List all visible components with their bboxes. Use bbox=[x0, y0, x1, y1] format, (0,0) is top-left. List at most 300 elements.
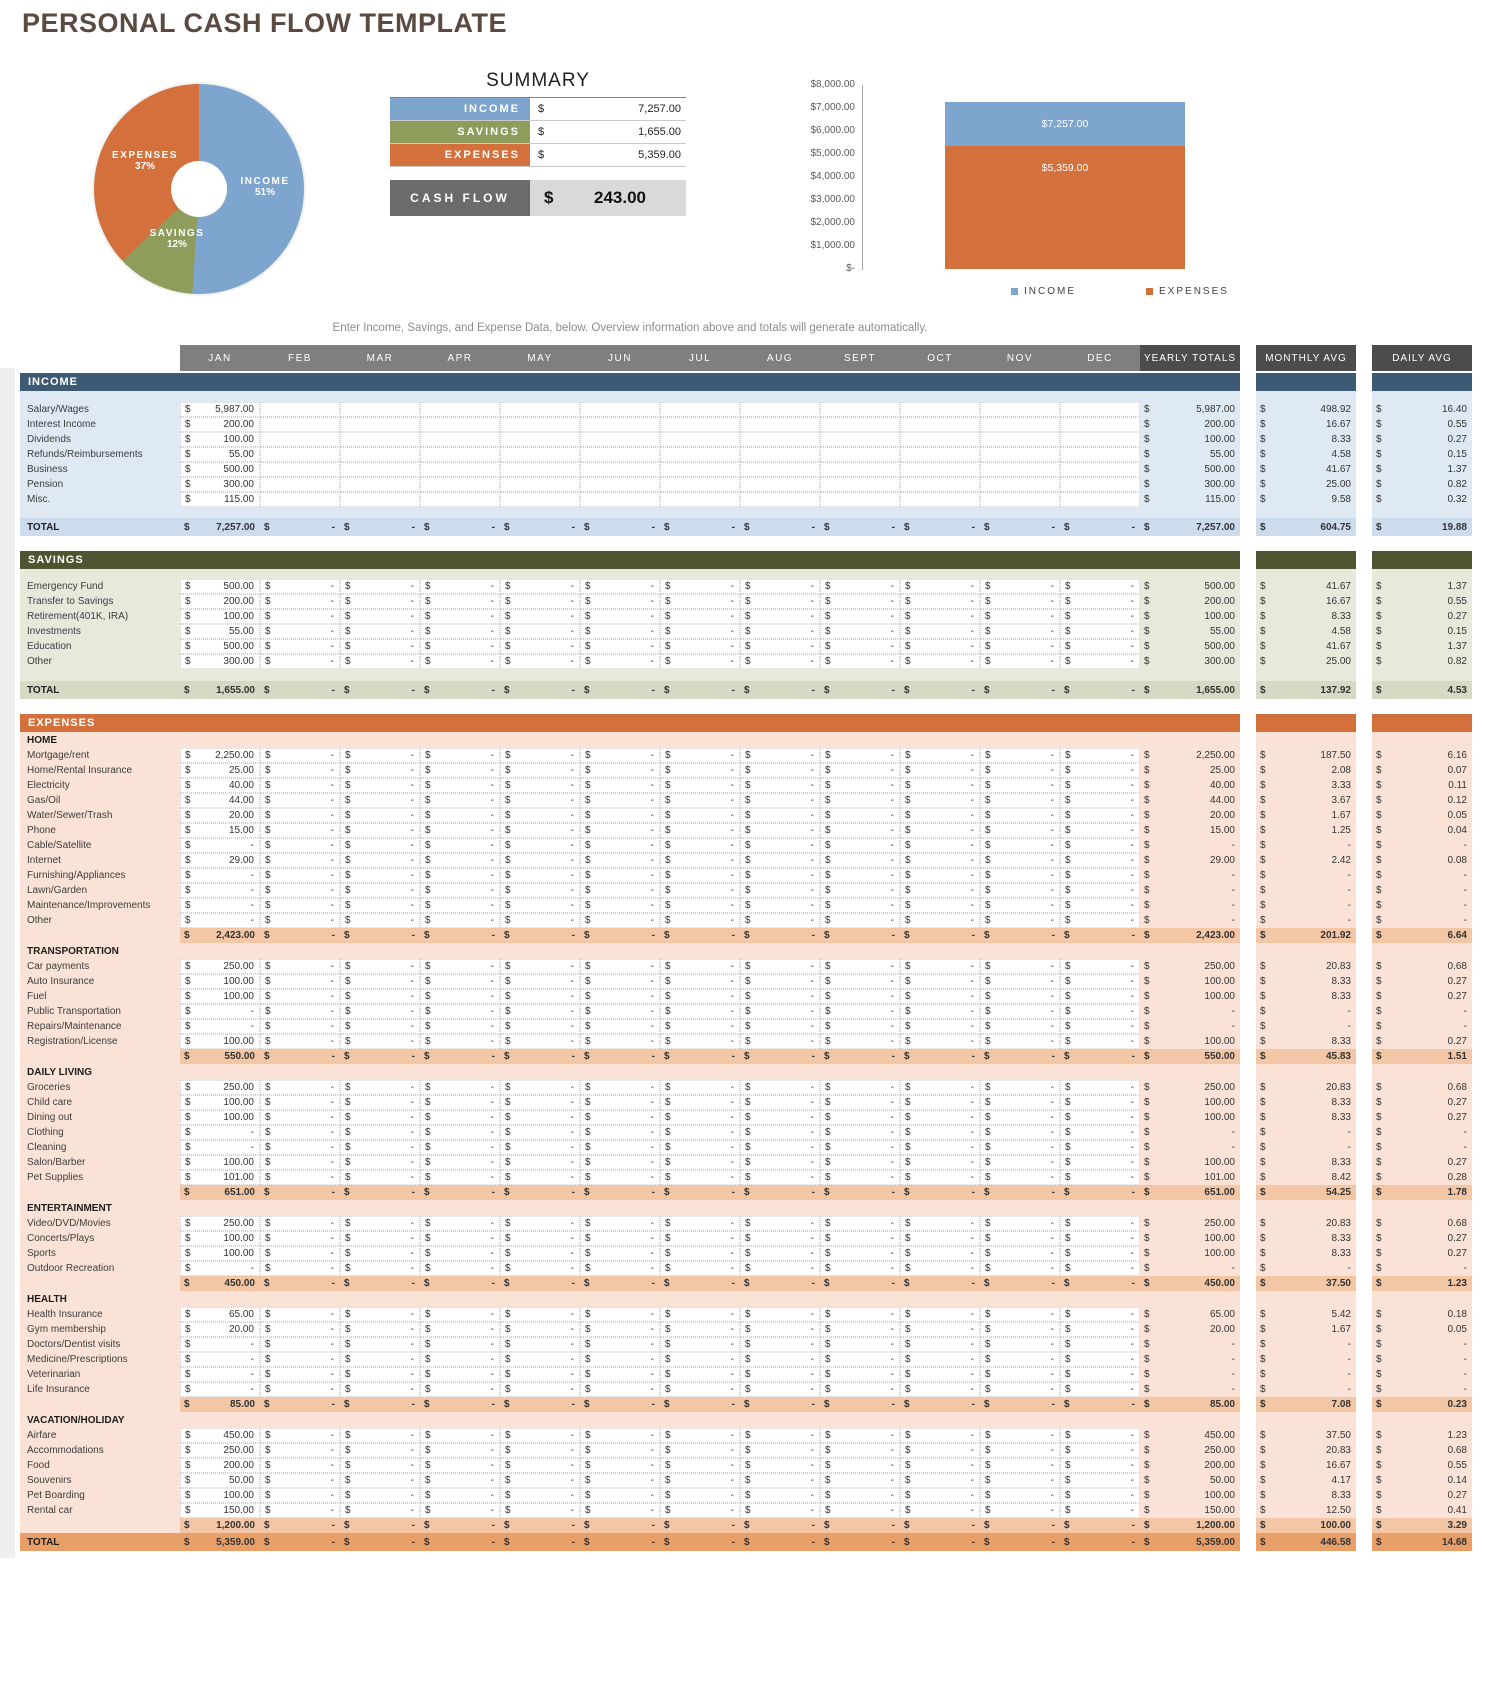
month-cell[interactable] bbox=[180, 1095, 260, 1110]
month-cell[interactable] bbox=[900, 492, 980, 507]
month-cell[interactable] bbox=[1060, 1231, 1140, 1246]
row-label[interactable]: Pension bbox=[20, 477, 180, 492]
month-cell[interactable] bbox=[660, 492, 740, 507]
row-label[interactable]: Mortgage/rent bbox=[20, 748, 180, 763]
month-cell[interactable] bbox=[340, 959, 420, 974]
month-cell[interactable] bbox=[180, 1337, 260, 1352]
month-cell[interactable] bbox=[820, 989, 900, 1004]
month-cell[interactable] bbox=[900, 748, 980, 763]
month-cell[interactable] bbox=[260, 793, 340, 808]
month-cell[interactable] bbox=[180, 838, 260, 853]
month-cell[interactable] bbox=[420, 1216, 500, 1231]
month-cell[interactable] bbox=[980, 1140, 1060, 1155]
month-cell[interactable] bbox=[900, 1170, 980, 1185]
row-label[interactable]: Salon/Barber bbox=[20, 1155, 180, 1170]
month-cell[interactable] bbox=[900, 793, 980, 808]
month-cell[interactable] bbox=[180, 853, 260, 868]
month-cell[interactable] bbox=[500, 594, 580, 609]
month-cell[interactable] bbox=[340, 1034, 420, 1049]
month-cell[interactable] bbox=[900, 1322, 980, 1337]
month-cell[interactable] bbox=[500, 654, 580, 669]
month-cell[interactable] bbox=[660, 639, 740, 654]
month-cell[interactable] bbox=[740, 898, 820, 913]
month-cell[interactable] bbox=[500, 447, 580, 462]
month-cell[interactable] bbox=[420, 417, 500, 432]
month-cell[interactable] bbox=[260, 898, 340, 913]
month-cell[interactable] bbox=[340, 1140, 420, 1155]
month-cell[interactable] bbox=[260, 1428, 340, 1443]
month-cell[interactable] bbox=[660, 402, 740, 417]
month-cell[interactable] bbox=[180, 1034, 260, 1049]
month-cell[interactable] bbox=[660, 1428, 740, 1443]
month-cell[interactable] bbox=[1060, 1155, 1140, 1170]
month-cell[interactable] bbox=[260, 492, 340, 507]
month-cell[interactable] bbox=[980, 989, 1060, 1004]
month-cell[interactable] bbox=[900, 432, 980, 447]
month-cell[interactable] bbox=[820, 1337, 900, 1352]
month-cell[interactable] bbox=[580, 1261, 660, 1276]
month-cell[interactable] bbox=[1060, 402, 1140, 417]
month-cell[interactable] bbox=[260, 913, 340, 928]
month-cell[interactable] bbox=[580, 1473, 660, 1488]
month-cell[interactable] bbox=[1060, 1307, 1140, 1322]
row-label[interactable]: Veterinarian bbox=[20, 1367, 180, 1382]
month-cell[interactable] bbox=[420, 853, 500, 868]
row-label[interactable]: Video/DVD/Movies bbox=[20, 1216, 180, 1231]
month-cell[interactable] bbox=[420, 913, 500, 928]
month-cell[interactable] bbox=[820, 1428, 900, 1443]
month-cell[interactable] bbox=[900, 1503, 980, 1518]
month-cell[interactable] bbox=[260, 654, 340, 669]
month-cell[interactable] bbox=[500, 402, 580, 417]
month-cell[interactable] bbox=[500, 1095, 580, 1110]
row-label[interactable]: Misc. bbox=[20, 492, 180, 507]
month-cell[interactable] bbox=[180, 913, 260, 928]
month-cell[interactable] bbox=[340, 1246, 420, 1261]
month-cell[interactable] bbox=[580, 639, 660, 654]
month-cell[interactable] bbox=[420, 432, 500, 447]
month-cell[interactable] bbox=[980, 1155, 1060, 1170]
month-cell[interactable] bbox=[340, 823, 420, 838]
month-cell[interactable] bbox=[420, 1322, 500, 1337]
month-cell[interactable] bbox=[980, 1125, 1060, 1140]
row-label[interactable]: Airfare bbox=[20, 1428, 180, 1443]
month-cell[interactable] bbox=[740, 748, 820, 763]
month-cell[interactable] bbox=[420, 639, 500, 654]
month-cell[interactable] bbox=[420, 1095, 500, 1110]
row-label[interactable]: Business bbox=[20, 462, 180, 477]
month-cell[interactable] bbox=[900, 447, 980, 462]
month-cell[interactable] bbox=[660, 763, 740, 778]
month-cell[interactable] bbox=[180, 1322, 260, 1337]
month-cell[interactable] bbox=[660, 778, 740, 793]
month-cell[interactable] bbox=[420, 609, 500, 624]
month-cell[interactable] bbox=[740, 763, 820, 778]
month-cell[interactable] bbox=[500, 989, 580, 1004]
month-cell[interactable] bbox=[1060, 1382, 1140, 1397]
month-cell[interactable] bbox=[180, 462, 260, 477]
month-cell[interactable] bbox=[740, 402, 820, 417]
month-cell[interactable] bbox=[980, 1170, 1060, 1185]
month-cell[interactable] bbox=[820, 1125, 900, 1140]
month-cell[interactable] bbox=[1060, 1080, 1140, 1095]
month-cell[interactable] bbox=[420, 624, 500, 639]
row-label[interactable]: Internet bbox=[20, 853, 180, 868]
month-cell[interactable] bbox=[1060, 913, 1140, 928]
month-cell[interactable] bbox=[420, 1428, 500, 1443]
month-cell[interactable] bbox=[1060, 778, 1140, 793]
month-cell[interactable] bbox=[580, 1004, 660, 1019]
month-cell[interactable] bbox=[1060, 1443, 1140, 1458]
month-cell[interactable] bbox=[420, 1155, 500, 1170]
month-cell[interactable] bbox=[580, 1125, 660, 1140]
month-cell[interactable] bbox=[1060, 748, 1140, 763]
month-cell[interactable] bbox=[820, 609, 900, 624]
month-cell[interactable] bbox=[580, 913, 660, 928]
month-cell[interactable] bbox=[500, 1428, 580, 1443]
month-cell[interactable] bbox=[580, 1307, 660, 1322]
month-cell[interactable] bbox=[580, 654, 660, 669]
month-cell[interactable] bbox=[180, 639, 260, 654]
month-cell[interactable] bbox=[660, 432, 740, 447]
month-cell[interactable] bbox=[660, 1095, 740, 1110]
month-cell[interactable] bbox=[260, 1488, 340, 1503]
month-cell[interactable] bbox=[820, 1216, 900, 1231]
month-cell[interactable] bbox=[980, 823, 1060, 838]
month-cell[interactable] bbox=[260, 1019, 340, 1034]
month-cell[interactable] bbox=[1060, 793, 1140, 808]
month-cell[interactable] bbox=[580, 823, 660, 838]
row-label[interactable]: Car payments bbox=[20, 959, 180, 974]
month-cell[interactable] bbox=[420, 959, 500, 974]
month-cell[interactable] bbox=[340, 594, 420, 609]
month-cell[interactable] bbox=[660, 1140, 740, 1155]
month-cell[interactable] bbox=[980, 1231, 1060, 1246]
month-cell[interactable] bbox=[740, 1170, 820, 1185]
month-cell[interactable] bbox=[500, 898, 580, 913]
month-cell[interactable] bbox=[260, 1322, 340, 1337]
month-cell[interactable] bbox=[580, 492, 660, 507]
month-cell[interactable] bbox=[500, 1337, 580, 1352]
month-cell[interactable] bbox=[980, 1004, 1060, 1019]
month-cell[interactable] bbox=[420, 1110, 500, 1125]
month-cell[interactable] bbox=[260, 477, 340, 492]
month-cell[interactable] bbox=[660, 1155, 740, 1170]
row-label[interactable]: Home/Rental Insurance bbox=[20, 763, 180, 778]
month-cell[interactable] bbox=[340, 654, 420, 669]
month-cell[interactable] bbox=[500, 1261, 580, 1276]
month-cell[interactable] bbox=[420, 883, 500, 898]
month-cell[interactable] bbox=[660, 594, 740, 609]
month-cell[interactable] bbox=[660, 1443, 740, 1458]
month-cell[interactable] bbox=[420, 823, 500, 838]
month-cell[interactable] bbox=[660, 1231, 740, 1246]
month-cell[interactable] bbox=[180, 1352, 260, 1367]
row-label[interactable]: Doctors/Dentist visits bbox=[20, 1337, 180, 1352]
month-cell[interactable] bbox=[900, 853, 980, 868]
month-cell[interactable] bbox=[260, 1367, 340, 1382]
month-cell[interactable] bbox=[180, 579, 260, 594]
month-cell[interactable] bbox=[500, 1170, 580, 1185]
month-cell[interactable] bbox=[980, 1261, 1060, 1276]
month-cell[interactable] bbox=[580, 1216, 660, 1231]
month-cell[interactable] bbox=[660, 989, 740, 1004]
month-cell[interactable] bbox=[820, 1110, 900, 1125]
month-cell[interactable] bbox=[820, 639, 900, 654]
month-cell[interactable] bbox=[820, 1170, 900, 1185]
month-cell[interactable] bbox=[820, 477, 900, 492]
month-cell[interactable] bbox=[580, 1488, 660, 1503]
month-cell[interactable] bbox=[580, 624, 660, 639]
month-cell[interactable] bbox=[180, 1443, 260, 1458]
month-cell[interactable] bbox=[740, 1125, 820, 1140]
month-cell[interactable] bbox=[420, 989, 500, 1004]
month-cell[interactable] bbox=[660, 1307, 740, 1322]
month-cell[interactable] bbox=[260, 868, 340, 883]
month-cell[interactable] bbox=[580, 808, 660, 823]
month-cell[interactable] bbox=[500, 1231, 580, 1246]
month-cell[interactable] bbox=[580, 898, 660, 913]
month-cell[interactable] bbox=[180, 898, 260, 913]
month-cell[interactable] bbox=[500, 778, 580, 793]
month-cell[interactable] bbox=[900, 639, 980, 654]
month-cell[interactable] bbox=[500, 1352, 580, 1367]
month-cell[interactable] bbox=[580, 579, 660, 594]
month-cell[interactable] bbox=[660, 1019, 740, 1034]
row-label[interactable]: Phone bbox=[20, 823, 180, 838]
month-cell[interactable] bbox=[980, 624, 1060, 639]
month-cell[interactable] bbox=[340, 1216, 420, 1231]
row-label[interactable]: Gas/Oil bbox=[20, 793, 180, 808]
month-cell[interactable] bbox=[420, 492, 500, 507]
month-cell[interactable] bbox=[900, 1019, 980, 1034]
month-cell[interactable] bbox=[660, 1246, 740, 1261]
month-cell[interactable] bbox=[340, 1458, 420, 1473]
month-cell[interactable] bbox=[420, 1261, 500, 1276]
month-cell[interactable] bbox=[820, 793, 900, 808]
month-cell[interactable] bbox=[580, 1095, 660, 1110]
month-cell[interactable] bbox=[820, 1352, 900, 1367]
month-cell[interactable] bbox=[420, 1503, 500, 1518]
month-cell[interactable] bbox=[660, 974, 740, 989]
month-cell[interactable] bbox=[660, 1004, 740, 1019]
month-cell[interactable] bbox=[180, 1004, 260, 1019]
month-cell[interactable] bbox=[580, 748, 660, 763]
month-cell[interactable] bbox=[340, 1231, 420, 1246]
row-label[interactable]: Groceries bbox=[20, 1080, 180, 1095]
month-cell[interactable] bbox=[980, 1019, 1060, 1034]
month-cell[interactable] bbox=[820, 1261, 900, 1276]
row-label[interactable]: Electricity bbox=[20, 778, 180, 793]
month-cell[interactable] bbox=[1060, 1261, 1140, 1276]
month-cell[interactable] bbox=[500, 959, 580, 974]
month-cell[interactable] bbox=[740, 1382, 820, 1397]
month-cell[interactable] bbox=[1060, 823, 1140, 838]
month-cell[interactable] bbox=[820, 579, 900, 594]
month-cell[interactable] bbox=[340, 898, 420, 913]
month-cell[interactable] bbox=[820, 1473, 900, 1488]
month-cell[interactable] bbox=[500, 1488, 580, 1503]
month-cell[interactable] bbox=[820, 853, 900, 868]
month-cell[interactable] bbox=[740, 1231, 820, 1246]
month-cell[interactable] bbox=[900, 1034, 980, 1049]
month-cell[interactable] bbox=[980, 1382, 1060, 1397]
month-cell[interactable] bbox=[260, 609, 340, 624]
month-cell[interactable] bbox=[980, 898, 1060, 913]
month-cell[interactable] bbox=[180, 1428, 260, 1443]
month-cell[interactable] bbox=[580, 974, 660, 989]
row-label[interactable]: Sports bbox=[20, 1246, 180, 1261]
month-cell[interactable] bbox=[1060, 1140, 1140, 1155]
month-cell[interactable] bbox=[340, 1322, 420, 1337]
month-cell[interactable] bbox=[820, 594, 900, 609]
month-cell[interactable] bbox=[980, 1246, 1060, 1261]
month-cell[interactable] bbox=[660, 1488, 740, 1503]
row-label[interactable]: Pet Supplies bbox=[20, 1170, 180, 1185]
month-cell[interactable] bbox=[340, 417, 420, 432]
month-cell[interactable] bbox=[340, 609, 420, 624]
month-cell[interactable] bbox=[820, 823, 900, 838]
month-cell[interactable] bbox=[420, 579, 500, 594]
month-cell[interactable] bbox=[180, 492, 260, 507]
month-cell[interactable] bbox=[260, 1170, 340, 1185]
month-cell[interactable] bbox=[260, 1095, 340, 1110]
month-cell[interactable] bbox=[1060, 853, 1140, 868]
month-cell[interactable] bbox=[740, 1352, 820, 1367]
month-cell[interactable] bbox=[980, 793, 1060, 808]
month-cell[interactable] bbox=[980, 1367, 1060, 1382]
month-cell[interactable] bbox=[500, 579, 580, 594]
month-cell[interactable] bbox=[820, 778, 900, 793]
month-cell[interactable] bbox=[580, 432, 660, 447]
month-cell[interactable] bbox=[900, 1352, 980, 1367]
month-cell[interactable] bbox=[980, 1352, 1060, 1367]
month-cell[interactable] bbox=[420, 974, 500, 989]
month-cell[interactable] bbox=[340, 808, 420, 823]
month-cell[interactable] bbox=[420, 1140, 500, 1155]
month-cell[interactable] bbox=[580, 853, 660, 868]
month-cell[interactable] bbox=[340, 1337, 420, 1352]
month-cell[interactable] bbox=[260, 579, 340, 594]
month-cell[interactable] bbox=[340, 1367, 420, 1382]
month-cell[interactable] bbox=[500, 974, 580, 989]
month-cell[interactable] bbox=[260, 1473, 340, 1488]
month-cell[interactable] bbox=[180, 959, 260, 974]
month-cell[interactable] bbox=[180, 1216, 260, 1231]
month-cell[interactable] bbox=[580, 462, 660, 477]
month-cell[interactable] bbox=[740, 989, 820, 1004]
month-cell[interactable] bbox=[580, 1458, 660, 1473]
month-cell[interactable] bbox=[740, 1322, 820, 1337]
month-cell[interactable] bbox=[420, 1004, 500, 1019]
month-cell[interactable] bbox=[820, 1004, 900, 1019]
month-cell[interactable] bbox=[1060, 1170, 1140, 1185]
month-cell[interactable] bbox=[1060, 1337, 1140, 1352]
month-cell[interactable] bbox=[580, 1428, 660, 1443]
month-cell[interactable] bbox=[1060, 1488, 1140, 1503]
month-cell[interactable] bbox=[1060, 1322, 1140, 1337]
row-label[interactable]: Cleaning bbox=[20, 1140, 180, 1155]
month-cell[interactable] bbox=[260, 447, 340, 462]
row-label[interactable]: Concerts/Plays bbox=[20, 1231, 180, 1246]
month-cell[interactable] bbox=[740, 1307, 820, 1322]
month-cell[interactable] bbox=[260, 1503, 340, 1518]
month-cell[interactable] bbox=[900, 868, 980, 883]
month-cell[interactable] bbox=[980, 1307, 1060, 1322]
month-cell[interactable] bbox=[980, 1503, 1060, 1518]
month-cell[interactable] bbox=[980, 1216, 1060, 1231]
month-cell[interactable] bbox=[340, 1125, 420, 1140]
month-cell[interactable] bbox=[500, 1155, 580, 1170]
row-label[interactable]: Life Insurance bbox=[20, 1382, 180, 1397]
month-cell[interactable] bbox=[420, 654, 500, 669]
month-cell[interactable] bbox=[340, 853, 420, 868]
month-cell[interactable] bbox=[900, 654, 980, 669]
month-cell[interactable] bbox=[580, 417, 660, 432]
month-cell[interactable] bbox=[900, 808, 980, 823]
month-cell[interactable] bbox=[660, 1261, 740, 1276]
month-cell[interactable] bbox=[180, 974, 260, 989]
month-cell[interactable] bbox=[740, 823, 820, 838]
month-cell[interactable] bbox=[660, 898, 740, 913]
month-cell[interactable] bbox=[580, 868, 660, 883]
month-cell[interactable] bbox=[1060, 1246, 1140, 1261]
month-cell[interactable] bbox=[260, 883, 340, 898]
month-cell[interactable] bbox=[820, 1458, 900, 1473]
month-cell[interactable] bbox=[260, 1080, 340, 1095]
month-cell[interactable] bbox=[900, 883, 980, 898]
row-label[interactable]: Water/Sewer/Trash bbox=[20, 808, 180, 823]
month-cell[interactable] bbox=[500, 432, 580, 447]
month-cell[interactable] bbox=[180, 1503, 260, 1518]
row-label[interactable]: Food bbox=[20, 1458, 180, 1473]
month-cell[interactable] bbox=[420, 793, 500, 808]
row-label[interactable]: Dividends bbox=[20, 432, 180, 447]
month-cell[interactable] bbox=[660, 609, 740, 624]
row-label[interactable]: Retirement(401K, IRA) bbox=[20, 609, 180, 624]
month-cell[interactable] bbox=[1060, 477, 1140, 492]
month-cell[interactable] bbox=[1060, 624, 1140, 639]
month-cell[interactable] bbox=[980, 1110, 1060, 1125]
month-cell[interactable] bbox=[180, 402, 260, 417]
row-label[interactable]: Rental car bbox=[20, 1503, 180, 1518]
month-cell[interactable] bbox=[500, 1443, 580, 1458]
month-cell[interactable] bbox=[660, 1170, 740, 1185]
month-cell[interactable] bbox=[660, 624, 740, 639]
month-cell[interactable] bbox=[340, 492, 420, 507]
month-cell[interactable] bbox=[660, 1322, 740, 1337]
month-cell[interactable] bbox=[420, 1337, 500, 1352]
month-cell[interactable] bbox=[500, 1367, 580, 1382]
row-label[interactable]: Repairs/Maintenance bbox=[20, 1019, 180, 1034]
month-cell[interactable] bbox=[660, 1125, 740, 1140]
month-cell[interactable] bbox=[740, 1080, 820, 1095]
month-cell[interactable] bbox=[1060, 1503, 1140, 1518]
month-cell[interactable] bbox=[980, 1428, 1060, 1443]
month-cell[interactable] bbox=[260, 1155, 340, 1170]
month-cell[interactable] bbox=[660, 1337, 740, 1352]
month-cell[interactable] bbox=[340, 624, 420, 639]
month-cell[interactable] bbox=[260, 959, 340, 974]
month-cell[interactable] bbox=[660, 868, 740, 883]
month-cell[interactable] bbox=[420, 1458, 500, 1473]
month-cell[interactable] bbox=[1060, 808, 1140, 823]
month-cell[interactable] bbox=[420, 1019, 500, 1034]
month-cell[interactable] bbox=[820, 654, 900, 669]
month-cell[interactable] bbox=[500, 1216, 580, 1231]
month-cell[interactable] bbox=[260, 1125, 340, 1140]
month-cell[interactable] bbox=[580, 778, 660, 793]
